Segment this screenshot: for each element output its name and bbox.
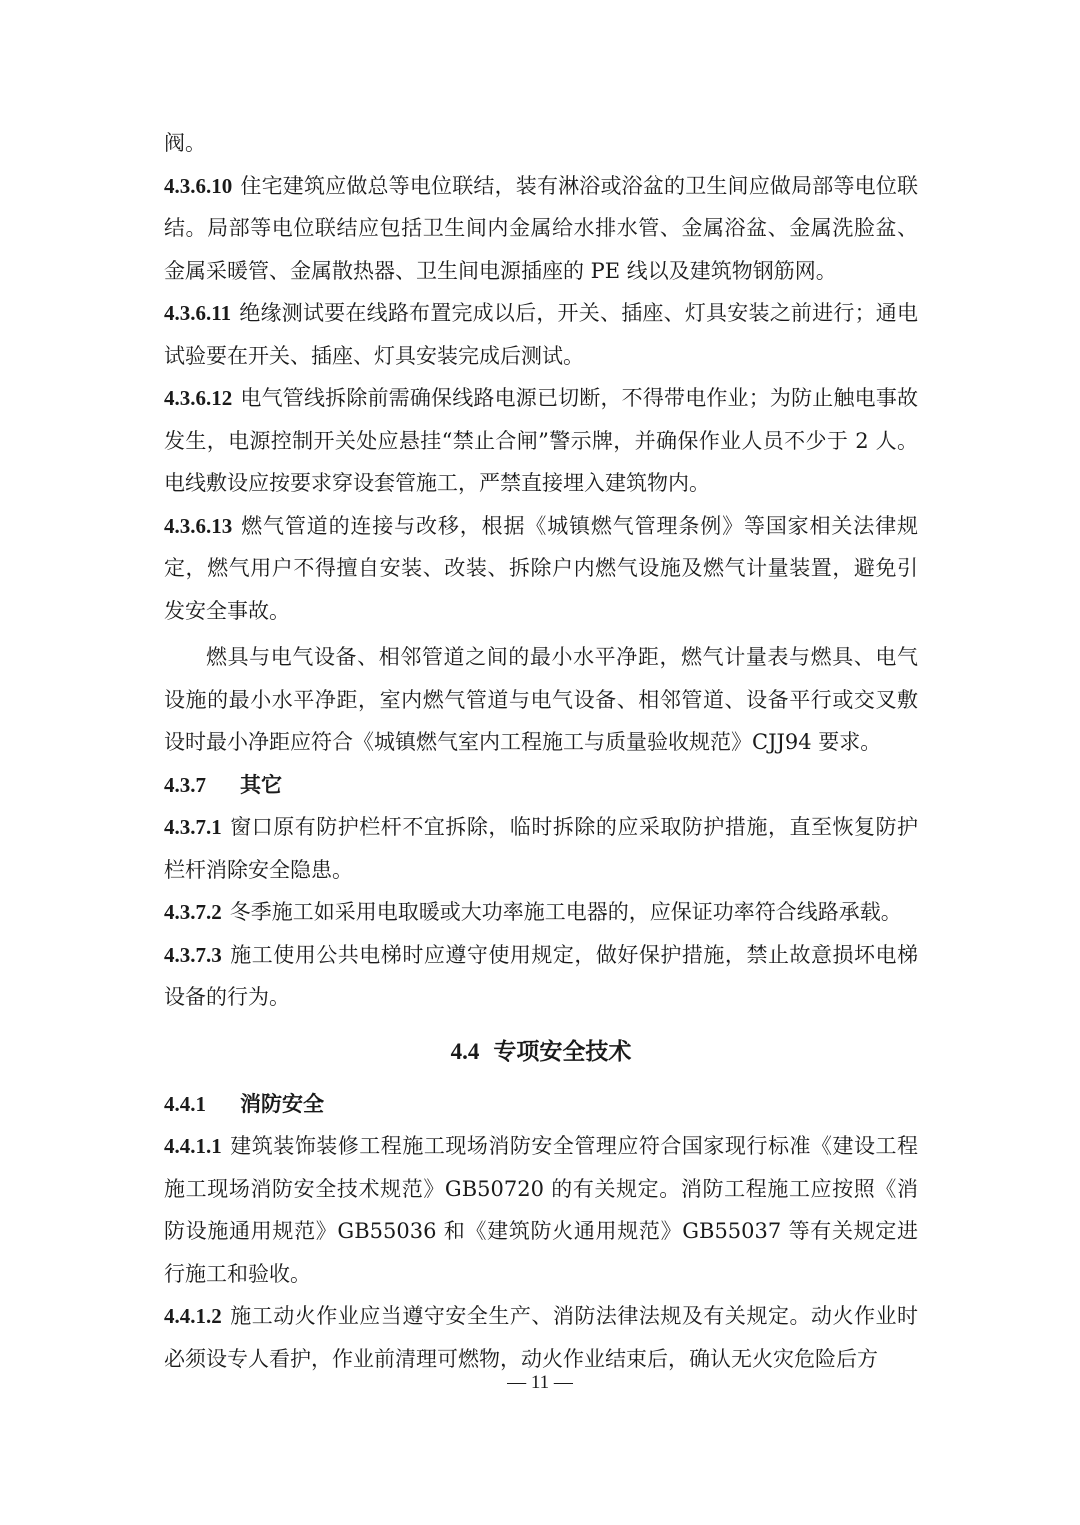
paragraph-text: 燃具与电气设备、相邻管道之间的最小水平净距，燃气计量表与燃具、电气设施的最小水平净距，室内燃气管道与电气设备、相邻管道、设备平行或交叉敷设时最小净距应符合《城镇燃气室内工程施工与质量验收规范》CJJ94 要求。 [164, 645, 918, 754]
page-number: — 11 — [507, 1372, 573, 1393]
clause-number: 4.4.1.2 [164, 1304, 222, 1328]
clause-number: 4.4.1.1 [164, 1134, 222, 1158]
clause-text: 住宅建筑应做总等电位联结，装有淋浴或浴盆的卫生间应做局部等电位联结。局部等电位联结应包括卫生间内金属给水排水管、金属浴盆、金属洗脸盆、金属采暖管、金属散热器、卫生间电源插座的 PE 线以及建筑物钢筋网。 [164, 173, 918, 283]
clause-4-3-7-2 [164, 891, 918, 934]
section-number: 4.4.1 [164, 1091, 206, 1116]
clause-4-3-7-1 [164, 806, 918, 891]
clause-text: 冬季施工如采用电取暖或大功率施工电器的，应保证功率符合线路承载。 [229, 900, 902, 924]
clause-4-3-6-12 [164, 377, 918, 505]
section-heading-4-3-7 [164, 764, 918, 807]
section-heading-4-4 [164, 1031, 918, 1073]
clause-number: 4.3.7.3 [164, 942, 222, 967]
section-title: 消防安全 [240, 1090, 324, 1116]
clause-text: 绝缘测试要在线路布置完成以后，开关、插座、灯具安装之前进行；通电试验要在开关、插座、灯具安装完成后测试。 [164, 301, 918, 368]
clause-text: 燃气管道的连接与改移，根据《城镇燃气管理条例》等国家相关法律规定，燃气用户不得擅自安装、改装、拆除户内燃气设施及燃气计量装置，避免引发安全事故。 [164, 513, 918, 623]
clause-text: 窗口原有防护栏杆不宜拆除，临时拆除的应采取防护措施，直至恢复防护栏杆消除安全隐患。 [164, 815, 918, 882]
clause-number: 4.3.7.1 [164, 815, 222, 839]
clause-number: 4.3.7.2 [164, 900, 222, 924]
clause-number: 4.3.6.11 [164, 301, 232, 325]
clause-4-4-1-1 [164, 1125, 918, 1295]
clause-4-3-6-11 [164, 292, 918, 377]
clause-text: 建筑装饰装修工程施工现场消防安全管理应符合国家现行标准《建设工程施工现场消防安全技术规范》GB50720 的有关规定。消防工程施工应按照《消防设施通用规范》GB55036 和《建筑防火通用规范》GB55037 等有关规定进行施工和验收。 [164, 1134, 918, 1286]
section-number: 4.3.7 [164, 772, 206, 797]
clause-text: 施工动火作业应当遵守安全生产、消防法律法规及有关规定。动火作业时必须设专人看护，作业前清理可燃物，动火作业结束后，确认无火灾危险后方 [164, 1304, 918, 1371]
clause-number: 4.3.6.12 [164, 386, 233, 410]
clause-4-3-6-13 [164, 505, 918, 633]
clause-number: 4.3.6.13 [164, 513, 233, 538]
clause-number: 4.3.6.10 [164, 173, 233, 198]
clause-4-3-7-3 [164, 934, 918, 1019]
clause-4-4-1-2 [164, 1295, 918, 1380]
clause-text: 电气管线拆除前需确保线路电源已切断，不得带电作业；为防止触电事故发生，电源控制开关处应悬挂“禁止合闸”警示牌，并确保作业人员不少于 2 人。电线敷设应按要求穿设套管施工，严禁直接埋入建筑物内。 [164, 386, 918, 495]
section-title: 其它 [240, 771, 282, 797]
section-title: 专项安全技术 [493, 1037, 632, 1065]
document-body [164, 122, 918, 1380]
paragraph [164, 122, 918, 165]
section-heading-4-4-1 [164, 1083, 918, 1126]
section-number: 4.4 [450, 1038, 480, 1064]
indented-paragraph [164, 636, 918, 764]
clause-4-3-6-10 [164, 165, 918, 293]
clause-text: 施工使用公共电梯时应遵守使用规定，做好保护措施，禁止故意损坏电梯设备的行为。 [164, 942, 918, 1009]
paragraph-text: 阀。 [164, 131, 206, 155]
